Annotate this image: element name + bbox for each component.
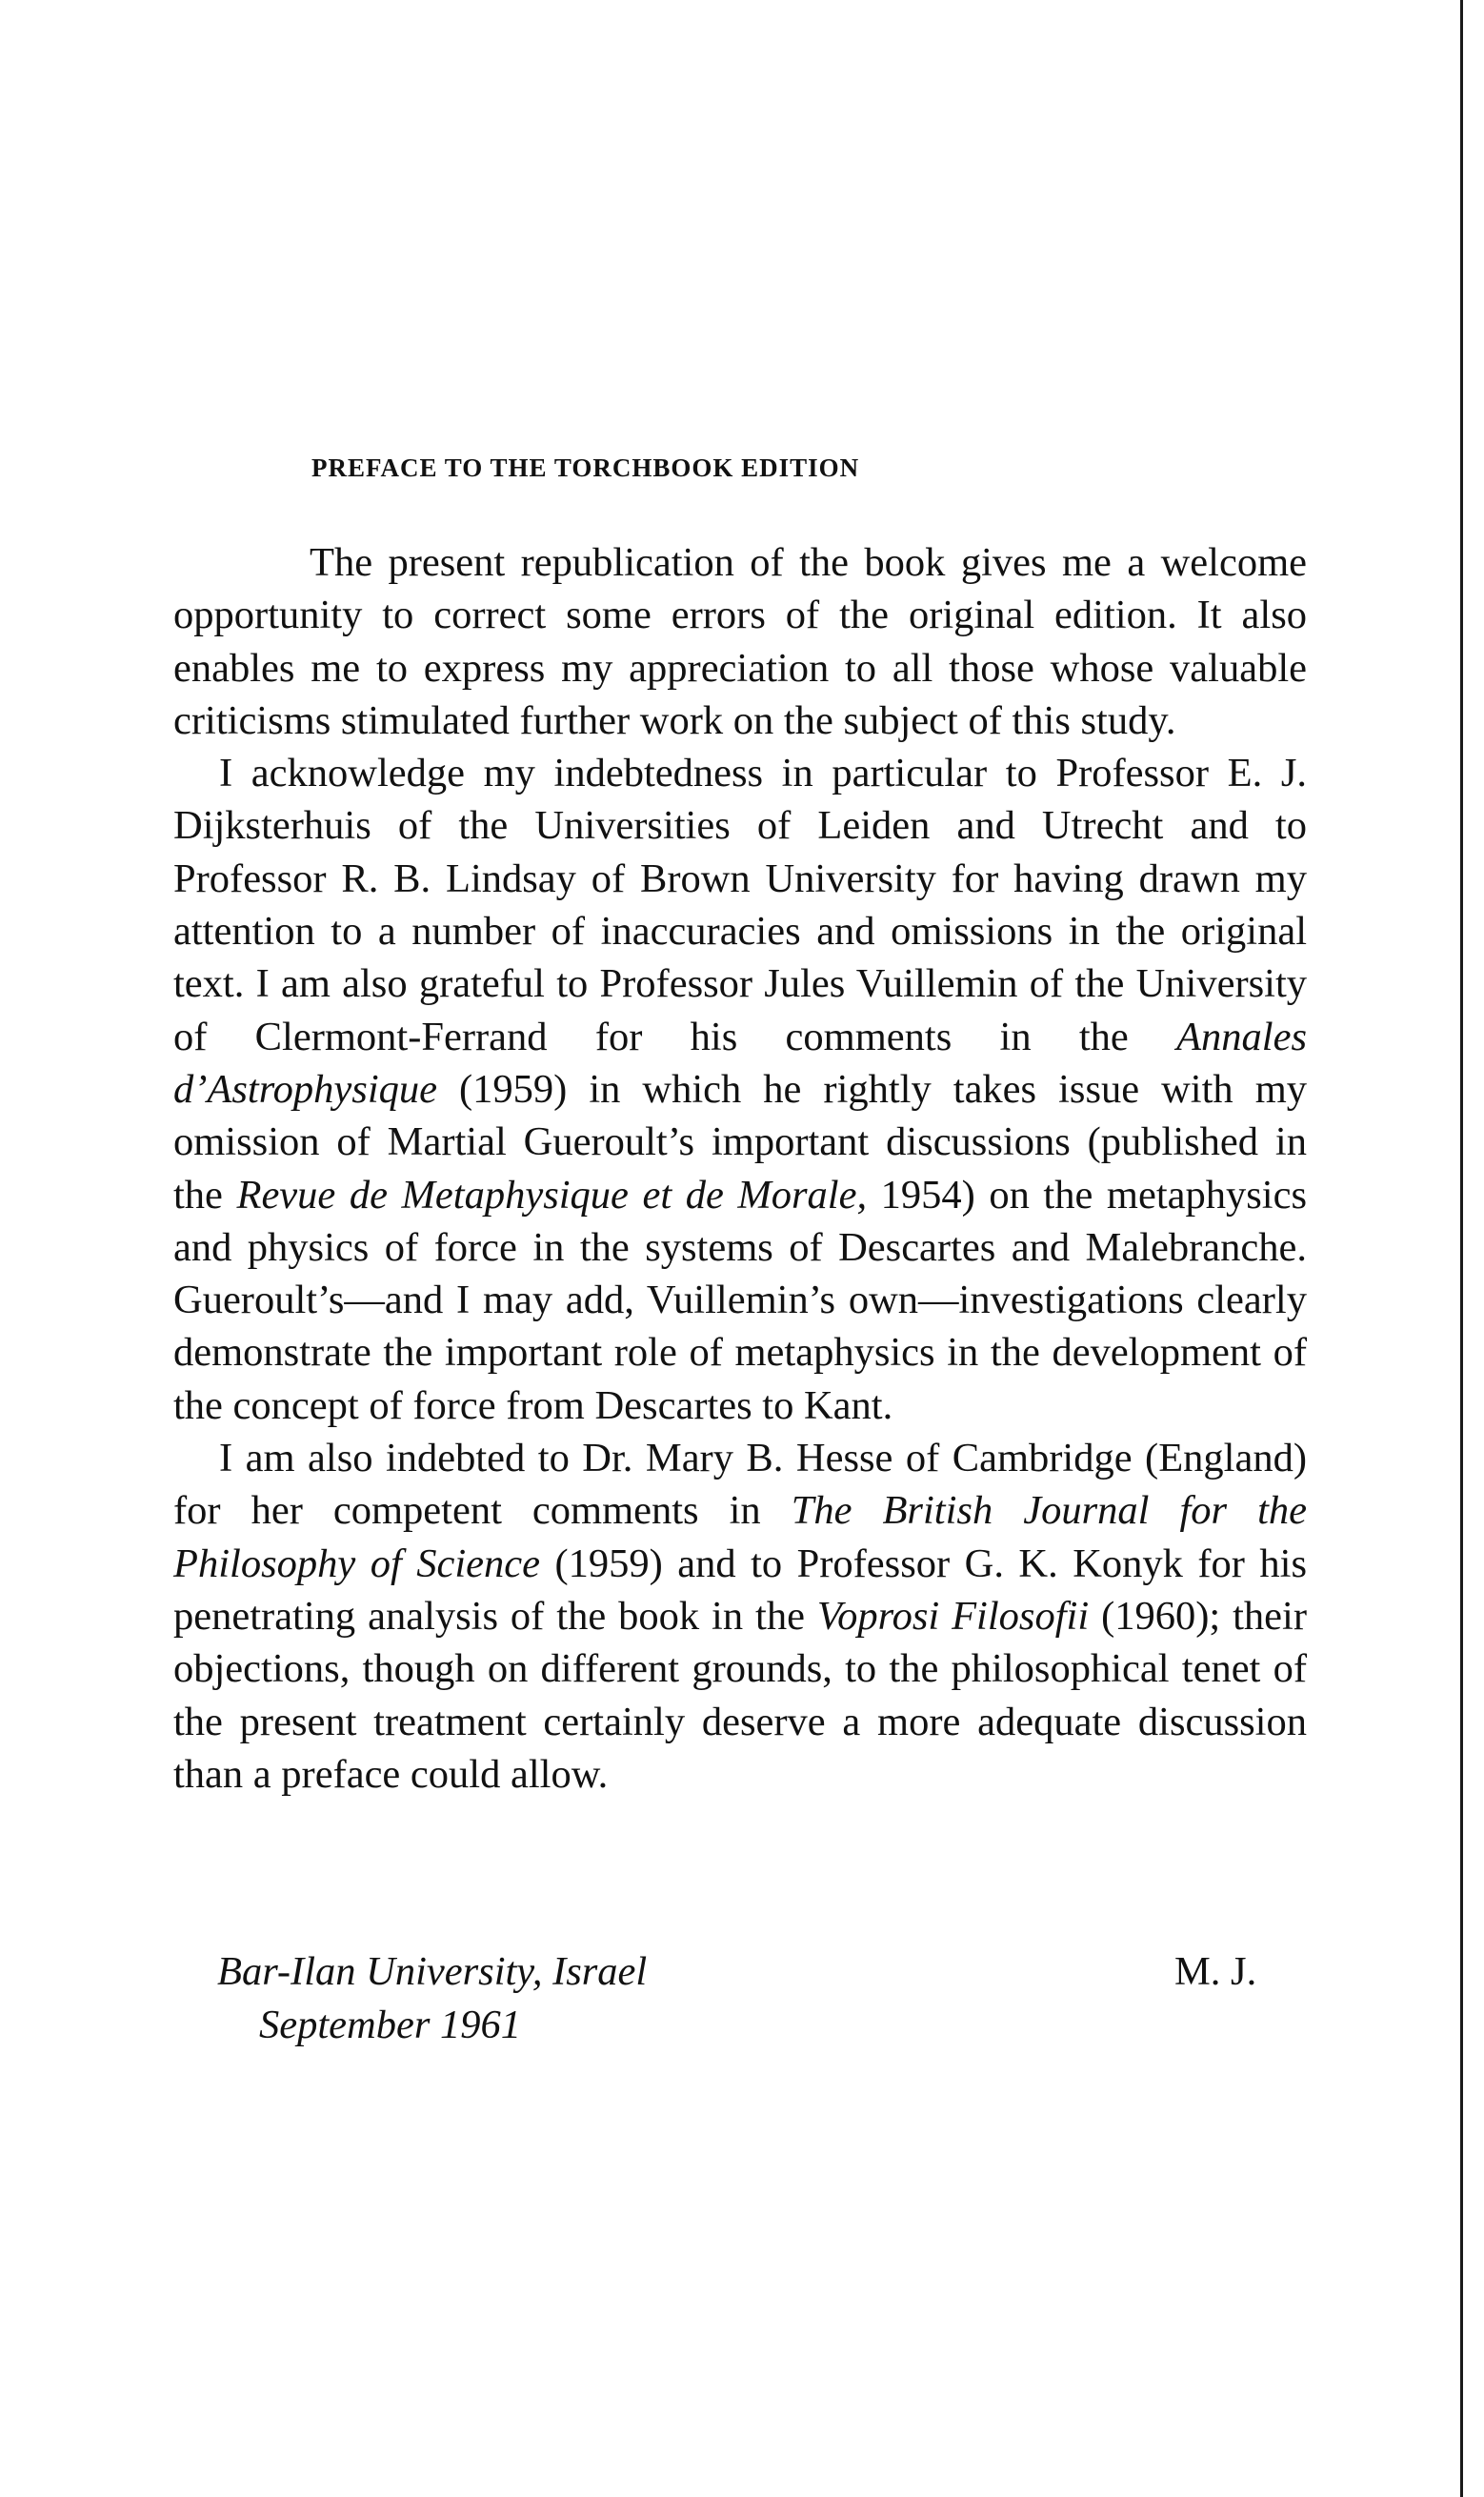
text-run: (1959) and to Professor G. K. Konyk for his penetrating analysis of the book in the xyxy=(173,1540,1307,1639)
signoff-place: Bar-Ilan University, Israel xyxy=(217,1949,648,1994)
italic-title: Annales d’Astrophysique xyxy=(173,1014,1307,1112)
text-run: (1960); their objections, though on different grounds, to the philosophical tenet of the present treatment certainly deserve a more adequate discussion than a preface could allow. xyxy=(173,1593,1307,1797)
italic-title: Voprosi Filosofii xyxy=(816,1593,1090,1639)
text-run: The present republication of the book gives me a welcome opportunity to correct some errors of the original edition. It also enables me to express my appreciation to all those whose valuable criticisms stimulated further work on the subject of this study. xyxy=(173,540,1307,743)
paragraph xyxy=(173,536,1307,747)
italic-title: The British Journal for the Philosophy of Science xyxy=(173,1488,1307,1586)
text-run: I acknowledge my indebtedness in particular to Professor E. J. Dijksterhuis of the Universities of Leiden and Utrecht and to Professor R. B. Lindsay of Brown University for having drawn my attention to a number of inaccuracies and omissions in the original text. I am also grateful to Professor Jules Vuillemin of the University of Clermont-Ferrand for his comments in the xyxy=(173,751,1307,1059)
text-run: (1959) in which he rightly takes issue with my omission of Martial Gueroult’s important discussions (published in the xyxy=(173,1066,1307,1218)
section-heading: PREFACE TO THE TORCHBOOK EDITION xyxy=(311,453,860,482)
page-edge-rule xyxy=(1460,0,1463,2497)
signoff xyxy=(217,1945,1265,2052)
text-run: I am also indebted to Dr. Mary B. Hesse of Cambridge (England) for her competent comments in xyxy=(173,1436,1307,1534)
signoff-date: September 1961 xyxy=(259,2003,522,2047)
paragraph xyxy=(173,747,1307,1432)
preface-body xyxy=(173,536,1307,1801)
paragraph xyxy=(173,1432,1307,1801)
text-run: 1954) on the metaphysics and physics of force in the systems of Descartes and Malebranche. Gueroult’s—and I may add, Vuillemin’s own—investigations clearly demonstrate the important role of metaphysics in the development of the concept of force from Descartes to Kant. xyxy=(173,1172,1308,1428)
author-initials: M. J. xyxy=(1174,1949,1257,1994)
italic-title: Revue de Metaphysique et de Morale, xyxy=(236,1172,868,1218)
